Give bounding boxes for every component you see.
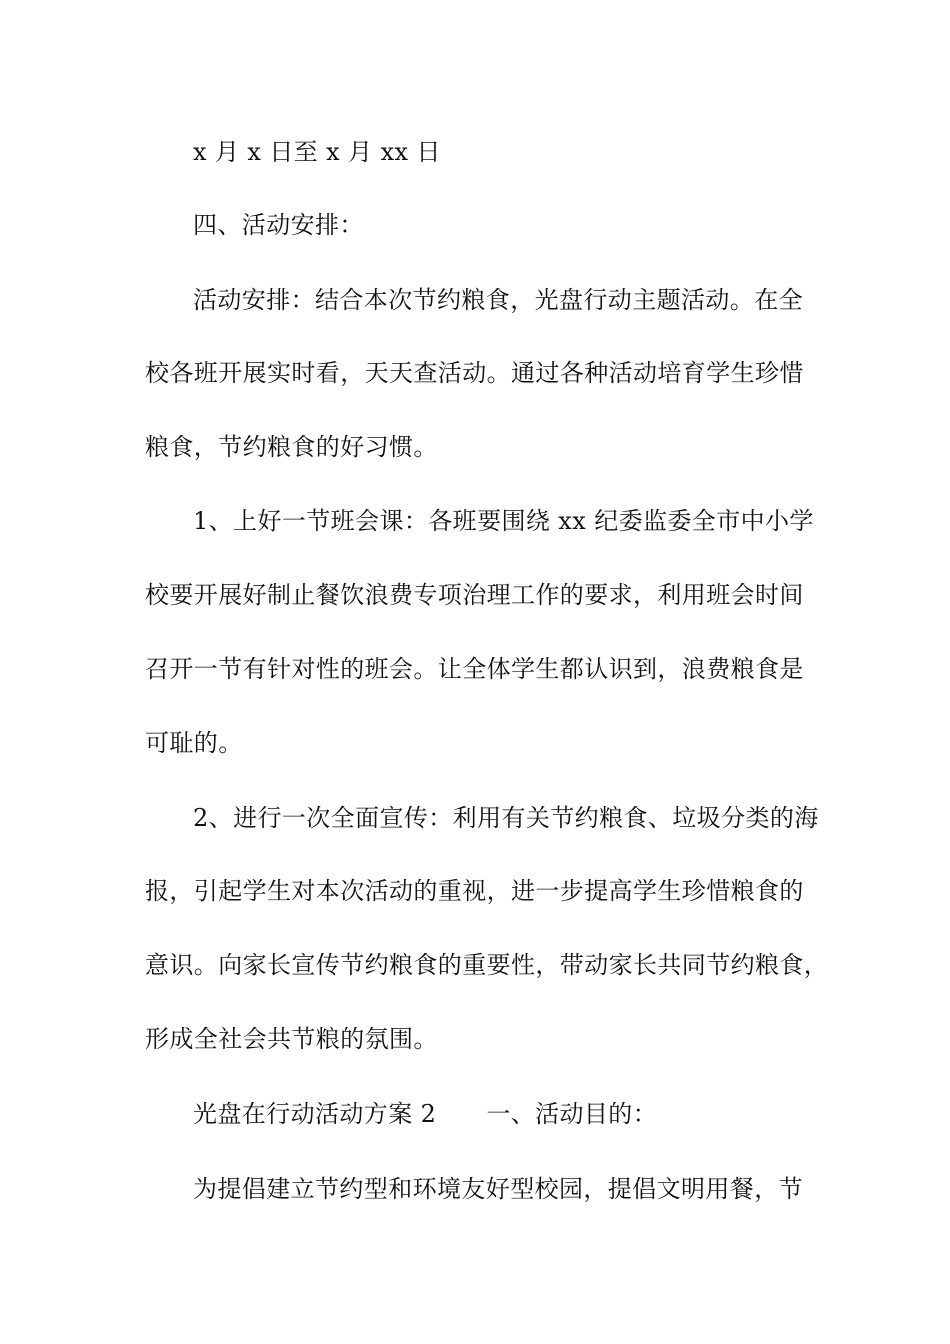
paragraph-line: 粮食，节约粮食的好习惯。 [145,433,438,461]
paragraph-line: 可耻的。 [145,729,243,757]
paragraph-line: 意识。向家长宣传节约粮食的重要性，带动家长共同节约粮食， [145,951,829,979]
paragraph-line: 校各班开展实时看，天天查活动。通过各种活动培育学生珍惜 [145,359,804,387]
plan-title: 光盘在行动活动方案 2 [193,1100,437,1128]
paragraph-line: 2、进行一次全面宣传：利用有关节约粮食、垃圾分类的海 [193,804,819,832]
section-heading-activity-purpose: 一、活动目的： [486,1100,658,1128]
paragraph-line: 1、上好一节班会课：各班要围绕 xx 纪委监委全市中小学 [193,507,814,535]
paragraph-line: 召开一节有针对性的班会。让全体学生都认识到，浪费粮食是 [145,655,804,683]
paragraph-line: 为提倡建立节约型和环境友好型校园，提倡文明用餐，节 [193,1175,803,1203]
section-heading-activity-arrangement: 四、活动安排： [193,211,364,239]
paragraph-line: 形成全社会共节粮的氛围。 [145,1025,438,1053]
plan-title-line [193,1099,858,1129]
paragraph-line: 校要开展好制止餐饮浪费专项治理工作的要求，利用班会时间 [145,581,804,609]
date-range-line: x 月 x 日至 x 月 xx 日 [193,138,441,166]
paragraph-line: 活动安排：结合本次节约粮食，光盘行动主题活动。在全 [193,286,803,314]
paragraph-line: 报，引起学生对本次活动的重视，进一步提高学生珍惜粮食的 [145,877,804,905]
